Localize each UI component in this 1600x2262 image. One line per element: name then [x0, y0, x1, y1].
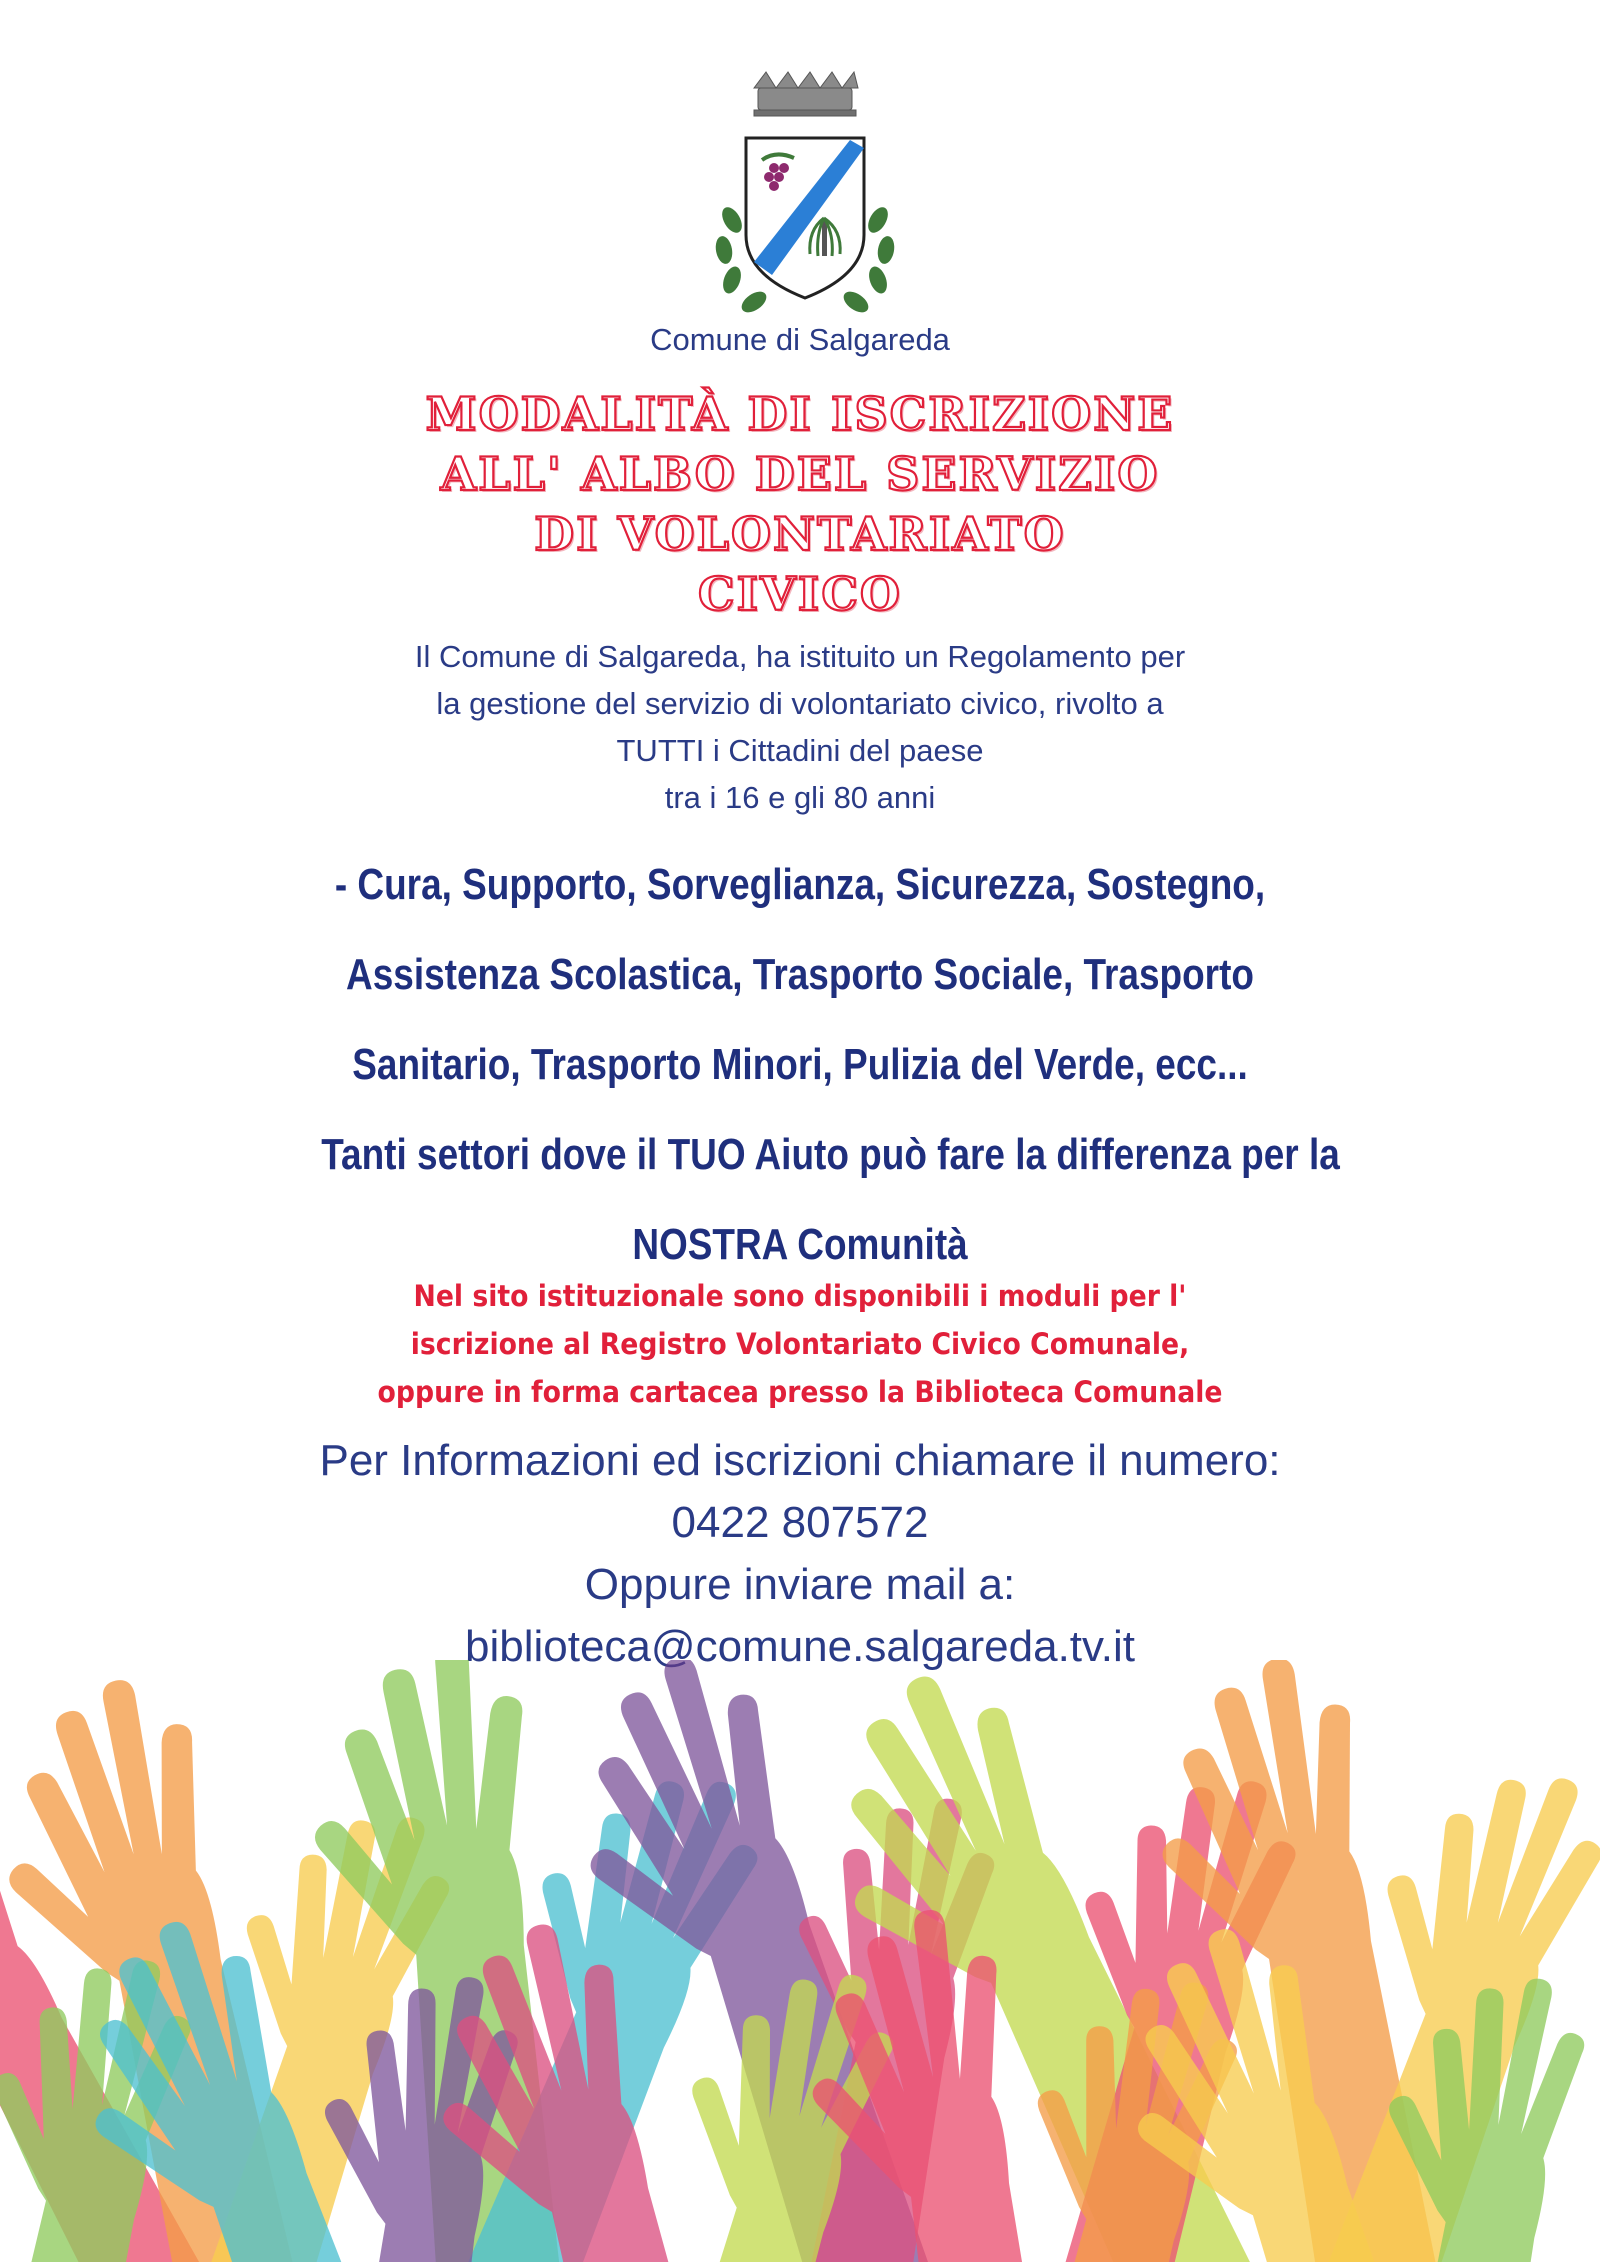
coat-of-arms-icon — [710, 70, 900, 320]
website-forms-note — [300, 1272, 1300, 1416]
intro-line: TUTTI i Cittadini del paese — [616, 733, 984, 768]
title-line: DI VOLONTARIATO — [534, 507, 1066, 561]
sectors-list — [230, 840, 1370, 1290]
intro-line: la gestione del servizio di volontariato civico, rivolto a — [436, 686, 1164, 721]
email-address[interactable]: biblioteca@comune.salgareda.tv.it — [465, 1622, 1135, 1671]
mail-text: Oppure inviare mail a: — [584, 1560, 1016, 1609]
web-note-line: iscrizione al Registro Volontariato Civico Comunale, — [410, 1327, 1190, 1361]
intro-line: tra i 16 e gli 80 anni — [664, 780, 936, 815]
intro-paragraph — [300, 633, 1300, 821]
web-note-line: Nel sito istituzionale sono disponibili i moduli per l' — [413, 1279, 1187, 1313]
info-text: Per Informazioni ed iscrizioni chiamare il numero: — [319, 1436, 1281, 1485]
sectors-line: NOSTRA Comunità — [632, 1220, 968, 1269]
intro-line: Il Comune di Salgareda, ha istituito un Regolamento per — [414, 639, 1186, 674]
title-line: CIVICO — [697, 567, 903, 621]
sectors-line: - Cura, Supporto, Sorveglianza, Sicurezza, Sostegno, — [334, 860, 1266, 909]
web-note-line: oppure in forma cartacea presso la Biblioteca Comunale — [377, 1375, 1223, 1409]
sectors-line: Assistenza Scolastica, Trasporto Sociale, Trasporto — [346, 950, 1254, 999]
phone-number[interactable]: 0422 807572 — [671, 1498, 929, 1547]
raised-hands-illustration — [0, 1660, 1600, 2262]
sectors-line: Tanti settori dove il TUO Aiuto può fare la differenza per la — [321, 1130, 1340, 1179]
municipality-name: Comune di Salgareda — [650, 322, 950, 357]
sectors-line: Sanitario, Trasporto Minori, Pulizia del Verde, ecc... — [352, 1040, 1248, 1089]
title-line: MODALITÀ DI ISCRIZIONE — [425, 387, 1175, 441]
title-line: ALL' ALBO DEL SERVIZIO — [440, 447, 1160, 501]
poster-title — [300, 384, 1300, 624]
contact-info — [250, 1430, 1350, 1678]
